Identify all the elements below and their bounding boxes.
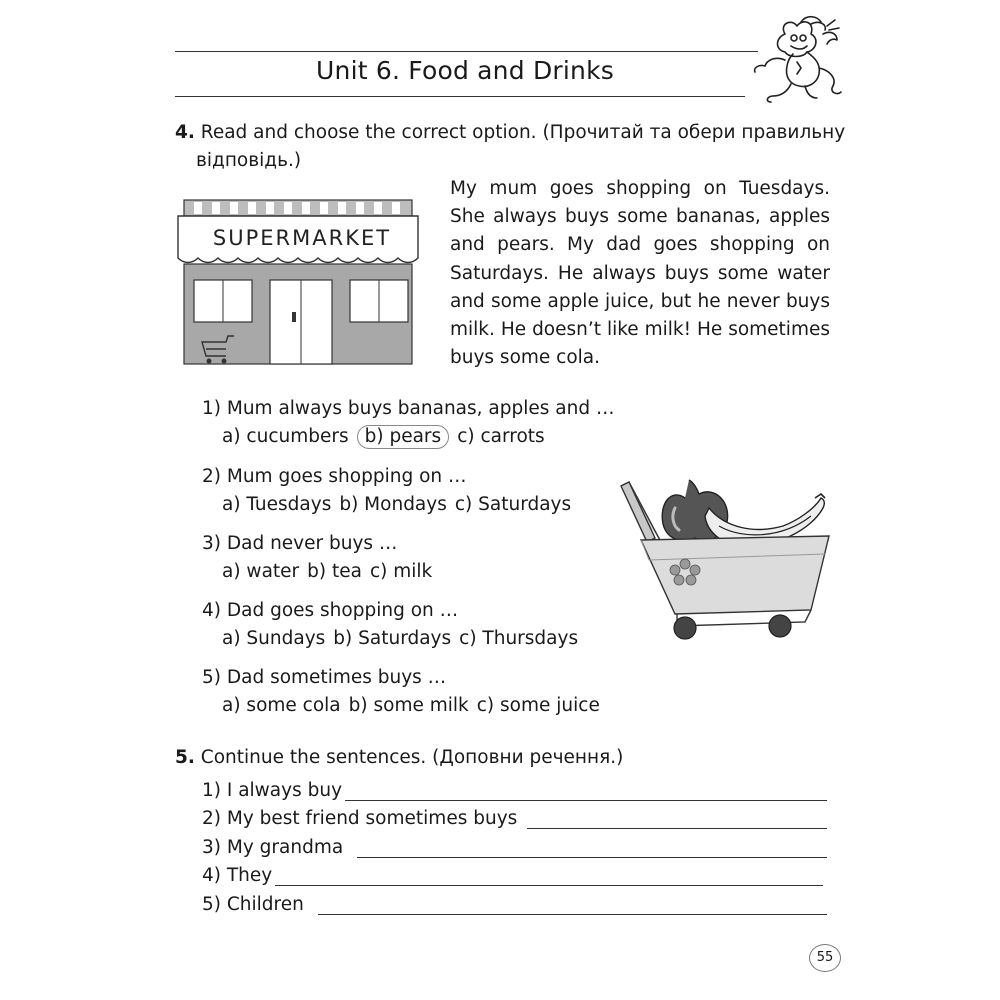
sentence-prompt-2: 2) My best friend sometimes buys: [202, 808, 518, 829]
option-3b[interactable]: b) tea: [307, 561, 362, 582]
supermarket-illustration: [176, 194, 426, 369]
answer-options-5: [222, 692, 600, 720]
option-5b[interactable]: b) some milk: [348, 695, 469, 716]
question-1: 1) Mum always buys bananas, apples and …: [202, 398, 615, 419]
option-5c[interactable]: c) some juice: [476, 695, 600, 716]
exercise-4-instruction-text: Read and choose the correct option. (Прочитай та обери правильну: [200, 122, 846, 143]
question-2: 2) Mum goes shopping on …: [202, 466, 467, 487]
question-3: 3) Dad never buys …: [202, 533, 398, 554]
page-number: 55: [809, 944, 841, 972]
dragon-mascot-icon: [745, 12, 845, 107]
option-4c[interactable]: c) Thursdays: [459, 628, 579, 649]
option-3a[interactable]: a) water: [222, 561, 300, 582]
answer-options-2: [222, 491, 571, 519]
option-2c[interactable]: c) Saturdays: [454, 494, 572, 515]
exercise-5-number: 5.: [175, 747, 195, 768]
exercise-4-instruction-line2: відповідь.): [196, 150, 302, 171]
option-4b[interactable]: b) Saturdays: [333, 628, 452, 649]
option-2b[interactable]: b) Mondays: [339, 494, 447, 515]
reading-story: My mum goes shopping on Tuesdays. She always buys some bananas, apples and pears. My dad goes shopping on Saturdays. He always buys some water and some apple juice, but he never buys milk. He doesn’t like milk! He sometimes buys some cola.: [450, 178, 830, 369]
exercise-5-instruction-line: [175, 744, 623, 772]
question-5: 5) Dad sometimes buys …: [202, 667, 447, 688]
sentence-prompt-4: 4) They: [202, 865, 273, 886]
exercise-4-number: 4.: [175, 122, 195, 143]
page-title: Unit 6. Food and Drinks: [316, 56, 614, 85]
option-5a[interactable]: a) some cola: [222, 695, 341, 716]
sentence-prompt-3: 3) My grandma: [202, 837, 344, 858]
header-rule-top: [175, 51, 758, 52]
answer-line-2[interactable]: [527, 828, 827, 829]
answer-options-1: [222, 423, 545, 451]
option-2a[interactable]: a) Tuesdays: [222, 494, 332, 515]
header-rule-bottom: [175, 96, 745, 97]
answer-options-4: [222, 625, 578, 653]
option-1c[interactable]: c) carrots: [457, 426, 545, 447]
option-1b-circled[interactable]: b) pears: [357, 425, 450, 449]
answer-options-3: [222, 558, 432, 586]
sentence-prompt-5: 5) Children: [202, 894, 304, 915]
answer-line-1[interactable]: [345, 800, 827, 801]
shopping-cart-illustration: [615, 468, 835, 648]
supermarket-sign: SUPERMARKET: [212, 226, 392, 250]
question-4: 4) Dad goes shopping on …: [202, 600, 459, 621]
answer-line-4[interactable]: [275, 885, 823, 886]
answer-line-3[interactable]: [357, 857, 827, 858]
exercise-4-instruction-line1: [175, 119, 845, 147]
answer-line-5[interactable]: [318, 914, 827, 915]
option-3c[interactable]: c) milk: [369, 561, 433, 582]
option-4a[interactable]: a) Sundays: [222, 628, 326, 649]
exercise-5-instruction-text: Continue the sentences. (Доповни речення.): [200, 747, 624, 768]
option-1a[interactable]: a) cucumbers: [222, 426, 349, 447]
sentence-prompt-1: 1) I always buy: [202, 780, 343, 801]
